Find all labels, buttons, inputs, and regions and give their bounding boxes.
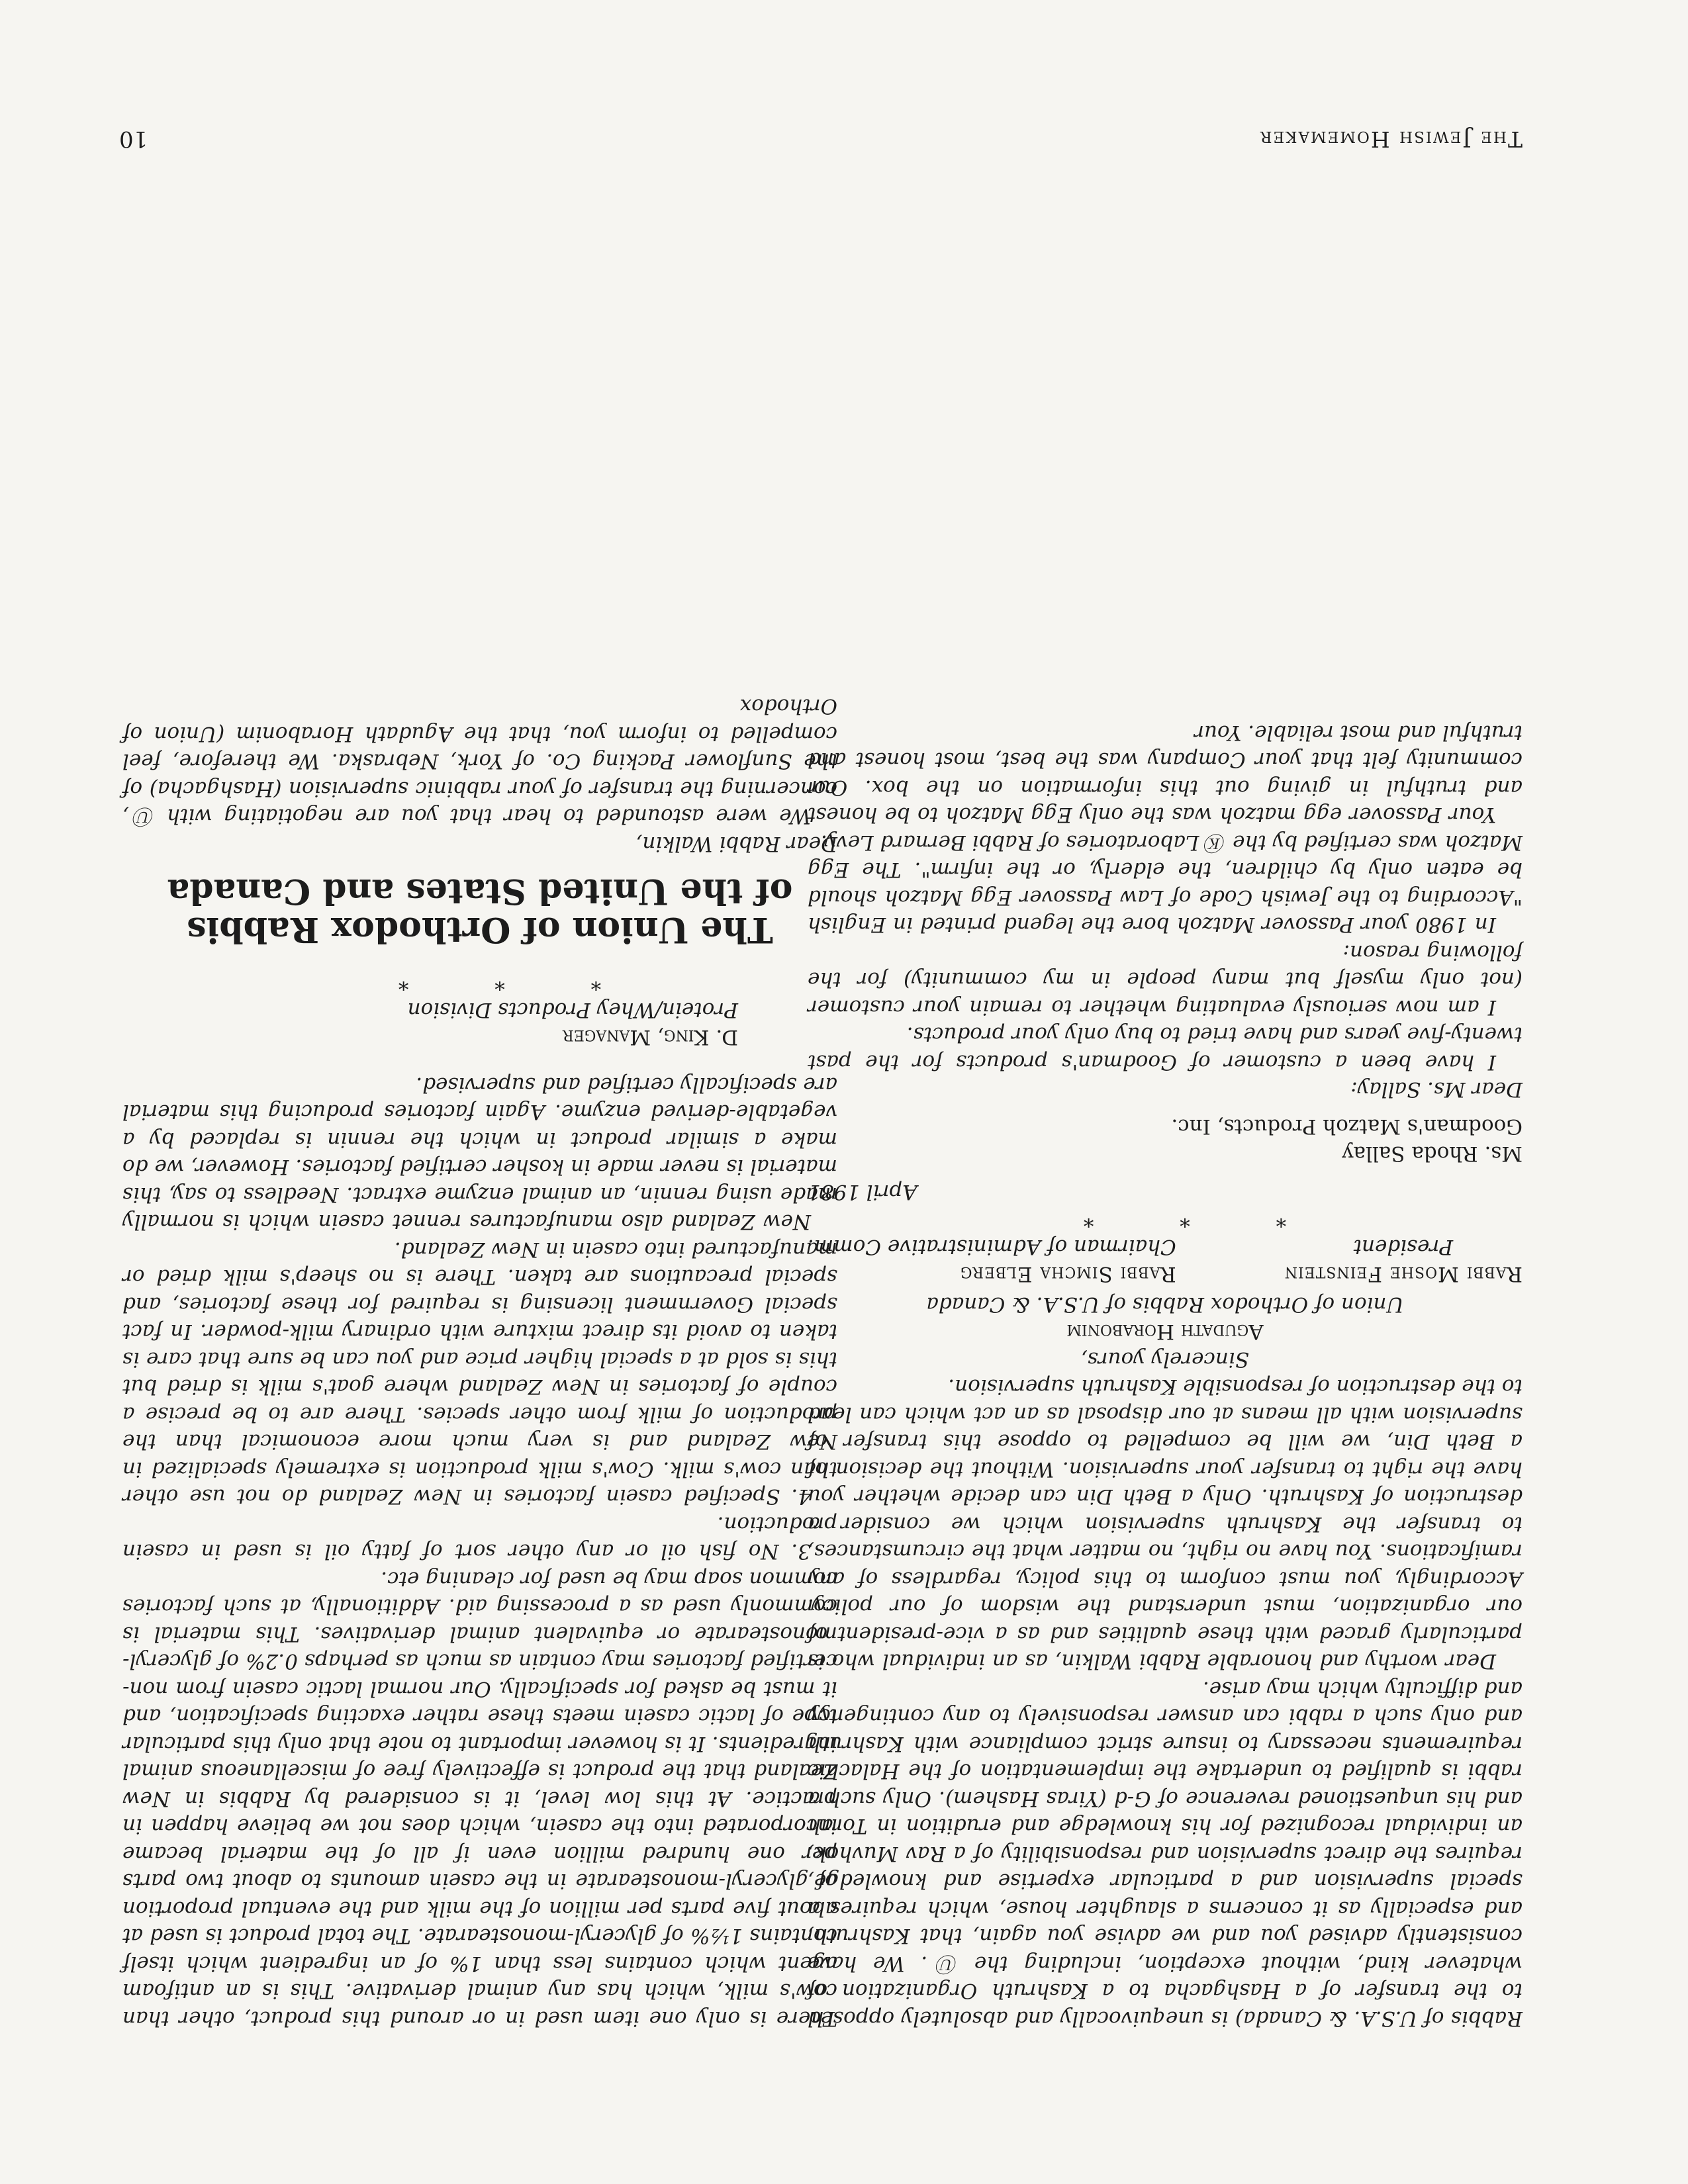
- paragraph: 4. Specified casein factories in New Zealand do not use other than cow's milk. Cow's milk production is extremely specialized in New Zealand and is very much more economical than the production of milk from other species. There are to be precise a couple of factories in New Zealand where goat's milk is dried but this is sold at a special higher price and you can be sure that care is taken to avoid its direct mixture with ordinary milk-powder. In fact special Government licensing is required for these factories, and special precautions are taken. There is no sheep's milk dried or manufactured into casein in New Zealand.: [122, 1238, 837, 1509]
- paragraph: Your Passover egg matzoh was the only Egg Matzoh to be honest and truthful in giving out this information on the box. Our community felt that your Company was the best, most honest and truthful and most reliable. Your: [808, 721, 1523, 827]
- page-number: 10: [119, 126, 148, 152]
- recipient-company: Goodman's Matzoh Products, Inc.: [1171, 1115, 1523, 1138]
- paragraph: Dear worthy and honorable Rabbi Walkin, as an individual who is particularly graced with these qualities and as a vice-president of our organization, must understand the wisdom of our policy. Accordingly, you must conform to this policy, regardless of any ramifications. You have no right, no matter what the circumstances, to transfer the Kashruth supervision which we consider a destruction of Kashruth. Only a Beth Din can decide whether you have the right to transfer your supervision. Without the decision of a Beth Din, we will be compelled to oppose this transfer of supervision with all means at our disposal as an act which can lead to the destruction of responsible Kashruth supervision.: [808, 1375, 1523, 1674]
- section-divider: * * *: [1043, 1207, 1287, 1232]
- letter-date: April 1981: [808, 1180, 917, 1204]
- left-column: [808, 719, 1523, 2032]
- heading-line-2: of the United States and Canada: [167, 871, 793, 911]
- paragraph: In 1980 your Passover Matzoh bore the legend printed in English "According to the Jewish Code of Law Passover Egg Matzoh should be eaten only by children, the elderly, or the infirm". The Egg Matzoh was certified by the Ⓚ Laboratories of Rabbi Bernard Levy.: [808, 831, 1523, 937]
- article-heading: [122, 872, 837, 948]
- magazine-title: The Jewish Homemaker: [1259, 126, 1523, 152]
- paragraph: I am now seriously evaluating whether to remain your customer (not only myself but many people in my community) for the following reason:: [808, 940, 1523, 1019]
- paragraph: We were astounded to hear that you are negotiating with Ⓤ, concerning the transfer of your rabbinic supervision (Hashgacha) of the Sunflower Packing Co. of York, Nebraska. We therefore, feel compelled to inform you, that the Agudath Horabonim (Union of Orthodox: [122, 694, 837, 829]
- signer-block: [122, 996, 738, 1051]
- signer-division: Protein/Whey Products Division: [407, 998, 738, 1022]
- recipient-name: Ms. Rhoda Sallay: [1341, 1142, 1523, 1166]
- paragraph: There is only one item used in or around this product, other than cow's milk, which has any animal derivative. This is an antifoam agent which contains less than 1% of an ingredient which itself contains 1½% of glyceryl-monostearate. The total product is used at about five parts per million of the milk and the eventual proportion of glyceryl-monostearate in the casein amounts to about two parts per one hundred million even if all of the material became incorporated into the casein, which does not we believe happen in practice. At this low level, it is considered by Rabbis in New Zealand that the product is effectively free of miscellaneous animal ingredients. It is however important to note that only this particular type of lactic casein meets these rather exacting specification, and it must be asked for specifically. Our normal lactic casein from non-certified factories may contain as much as perhaps 0.2% of glyceryl-monostearate or equivalent animal derivatives. This material is commonly used as a processing aid. Additionally, at such factories common soap may be used for cleaning etc.: [122, 1567, 837, 2030]
- signature-block: [808, 1233, 1523, 1288]
- paragraph: New Zealand also manufactures rennet casein which is normally made using rennin, an animal enzyme extract. Needless to say, this material is never made in kosher certified factories. However, we do make a similar product in which the rennin is replaced by a vegetable-derived enzyme. Again factories producing this material are specifically certified and supervised.: [122, 1073, 837, 1234]
- heading-line-1: The Union of Orthodox Rabbis: [187, 909, 773, 950]
- signer-role: Chairman of Administrative Comm.: [808, 1235, 1176, 1259]
- closing: Sincerely yours,: [1081, 1347, 1249, 1371]
- paragraph: I have been a customer of Goodman's products for the past twenty-five years and have tried to buy only your products.: [808, 1023, 1523, 1074]
- org-name-full: Union of Orthodox Rabbis of U.S.A. & Canada: [926, 1293, 1404, 1316]
- salutation: Dear Ms. Sallay:: [1350, 1077, 1523, 1102]
- signer-name: Rabbi Moshe Feinstein: [1284, 1262, 1523, 1287]
- signer-name: D. King, Manager: [563, 1025, 738, 1050]
- section-divider: * * *: [358, 970, 602, 995]
- salutation: Dear Rabbi Walkin,: [635, 832, 837, 856]
- letter-continuation: Rabbis of U.S.A. & Canada) is unequivocally and absolutely opposed to the transfer of a Hashgacha to a Kashruth Organization of whatever kind, without exception, including the Ⓤ. We have consistently advised you and we advise you again, that Kashruth, and especially as it concerns a slaughter house, which requires a special supervision and a particular expertise and knowledge, requires the direct supervision and responsibility of a Rav Muvhok, an individual recognized for his knowledge and erudition in Torah and his unquestioned reverence of G-d (Yiras Hashem). Only such a rabbi is qualified to undertake the implementation of the Halachic requirements necessary to insure strict compliance with Kashruth and only such a rabbi can answer responsively to any contingency and difficulty which may arise.: [808, 1677, 1523, 2030]
- right-column: [122, 692, 837, 2032]
- signer-role: President: [1353, 1235, 1454, 1259]
- signer-name: Rabbi Simcha Elberg: [959, 1262, 1176, 1287]
- org-name: Agudath Horabonim: [1066, 1320, 1264, 1344]
- paragraph: 3. No fish oil or any other sort of fatty oil is used in casein production.: [122, 1512, 837, 1564]
- page-footer: [119, 126, 1523, 152]
